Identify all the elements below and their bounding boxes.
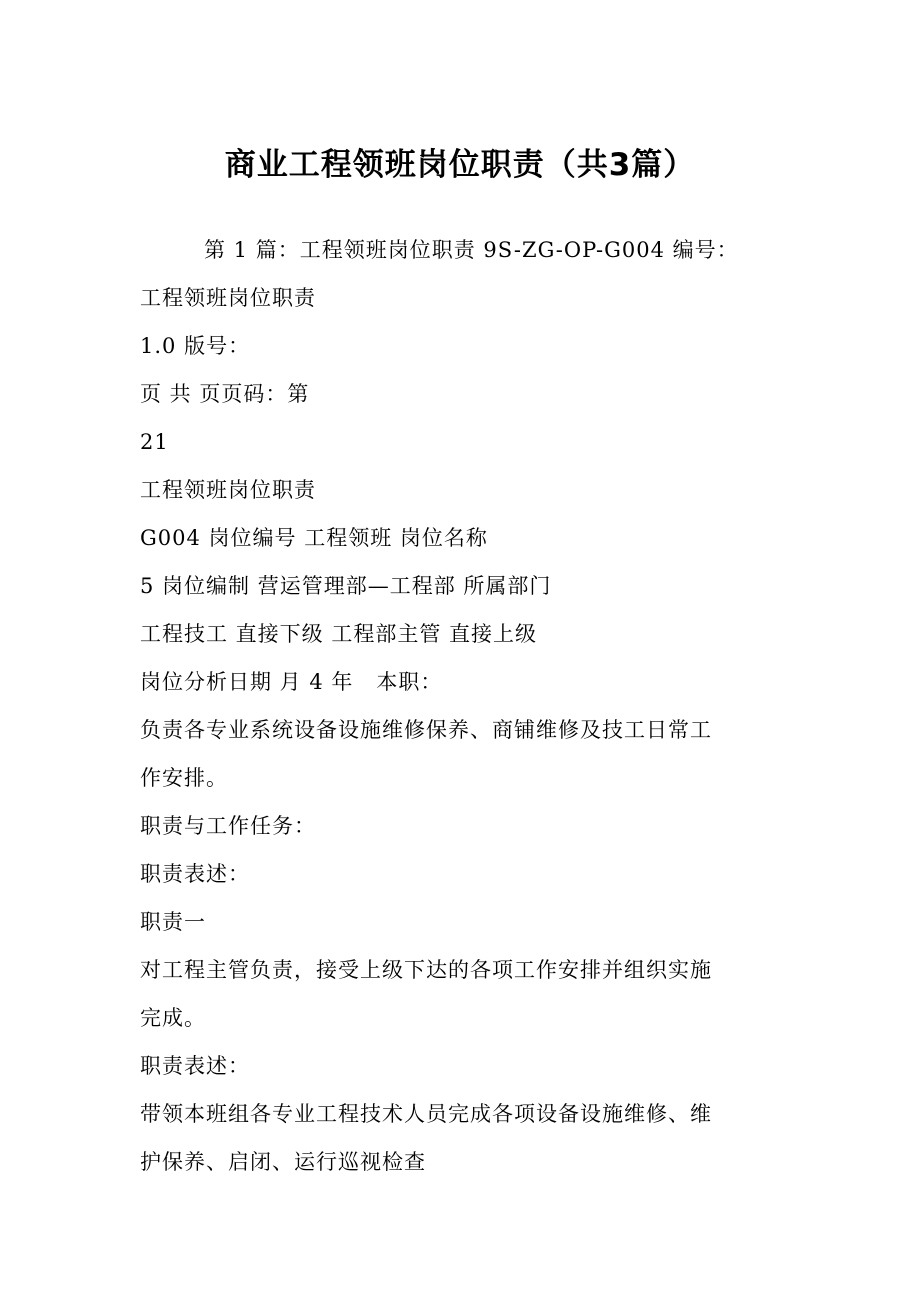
text-line: 对工程主管负责，接受上级下达的各项工作安排并组织实施 — [140, 958, 712, 982]
text-line: 1.0 版号： — [140, 334, 251, 358]
text-line: 职责表述： — [140, 1054, 250, 1078]
text-line: 负责各专业系统设备设施维修保养、商铺维修及技工日常工 — [140, 718, 712, 742]
text-line: 第 1 篇：工程领班岗位职责 9S-ZG-OP-G004 编号： — [204, 238, 739, 262]
text-line: 21 — [140, 430, 169, 454]
text-line: 作安排。 — [140, 766, 228, 790]
text-line: 职责一 — [140, 910, 206, 934]
document-title: 商业工程领班岗位职责（共3篇） — [224, 147, 696, 183]
text-line: 职责表述： — [140, 862, 250, 886]
text-line: 工程技工 直接下级 工程部主管 直接上级 — [140, 622, 538, 646]
text-line: 岗位分析日期 月 4 年 本职： — [140, 670, 443, 694]
text-line: 职责与工作任务： — [140, 814, 316, 838]
text-line: 完成。 — [140, 1006, 206, 1030]
text-line: 页 共 页页码：第 — [140, 382, 310, 406]
text-line: 工程领班岗位职责 — [140, 478, 316, 502]
text-line: 护保养、启闭、运行巡视检查 — [140, 1150, 426, 1174]
text-line: 带领本班组各专业工程技术人员完成各项设备设施维修、维 — [140, 1102, 712, 1126]
text-line: 5 岗位编制 营运管理部—工程部 所属部门 — [140, 574, 552, 598]
text-line: G004 岗位编号 工程领班 岗位名称 — [140, 526, 488, 550]
text-line: 工程领班岗位职责 — [140, 286, 316, 310]
document-body — [140, 226, 790, 1186]
